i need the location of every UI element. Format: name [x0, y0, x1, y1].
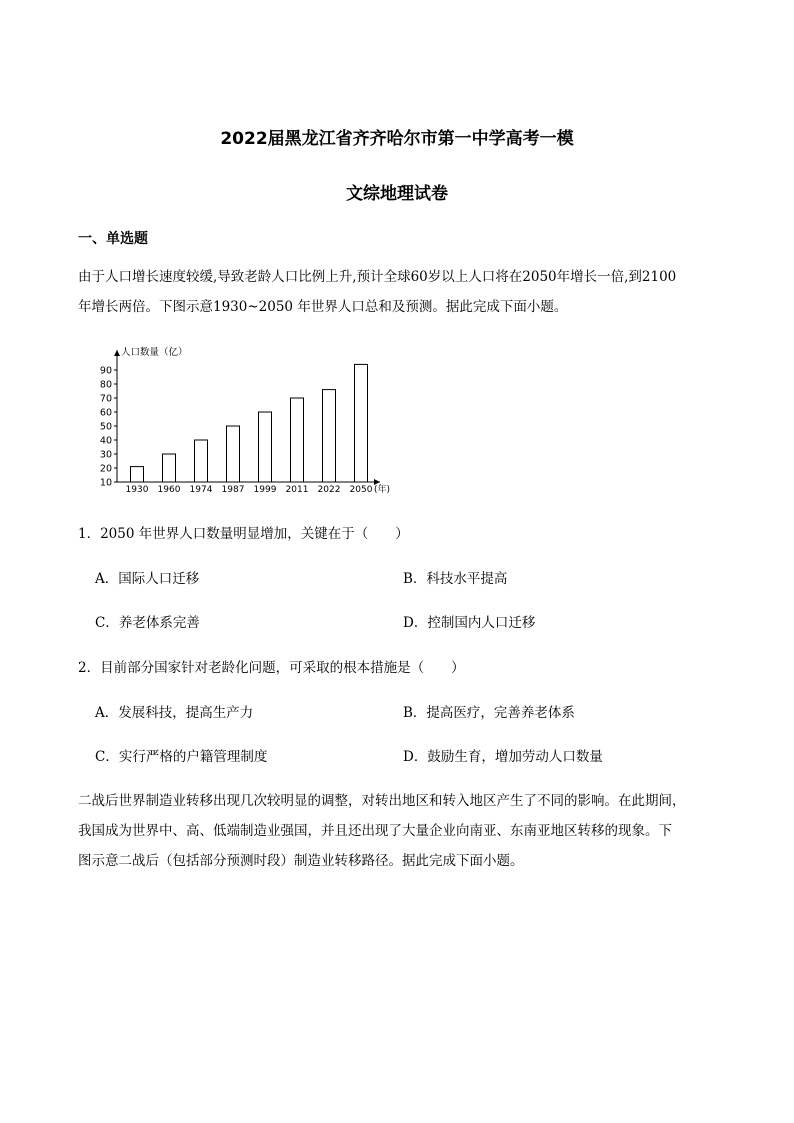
x-tick-label-2050: 2050 — [349, 485, 373, 495]
question-2-option-d[interactable]: D．鼓励生育，增加劳动人口数量 — [403, 749, 603, 765]
document-title-line2: 文综地理试卷 — [346, 184, 448, 204]
question-1-option-b[interactable]: B．科技水平提高 — [403, 571, 508, 587]
section-heading-single-choice: 一、单选题 — [78, 231, 148, 247]
question-1-option-d[interactable]: D．控制国内人口迁移 — [403, 615, 536, 631]
question-1-stem: 1．2050 年世界人口数量明显增加，关键在于（ ） — [78, 526, 409, 542]
y-axis-arrow — [114, 350, 120, 356]
x-tick-label-1930: 1930 — [125, 485, 149, 495]
bar-1999 — [259, 412, 272, 482]
y-tick-label: 60 — [99, 407, 112, 419]
question-1-option-c[interactable]: C．养老体系完善 — [95, 615, 200, 631]
bar-1987 — [227, 426, 240, 482]
y-tick-label: 10 — [99, 477, 112, 489]
x-tick-label-1974: 1974 — [189, 485, 213, 495]
y-tick-label: 40 — [99, 435, 112, 447]
bar-1974 — [195, 440, 208, 482]
passage2-line1: 二战后世界制造业转移出现几次较明显的调整，对转出地区和转入地区产生了不同的影响。在此期间， — [78, 793, 686, 809]
bar-1930 — [131, 467, 144, 482]
x-tick-label-2011: 2011 — [285, 485, 309, 495]
y-tick-label: 50 — [99, 421, 112, 433]
bar-2011 — [291, 398, 304, 482]
question-2-option-c[interactable]: C．实行严格的户籍管理制度 — [95, 749, 268, 765]
x-axis-title: (年) — [374, 485, 391, 495]
question-2-option-a[interactable]: A．发展科技，提高生产力 — [95, 705, 254, 721]
population-bar-chart — [90, 336, 400, 500]
bar-1960 — [163, 454, 176, 482]
question-2-stem: 2．目前部分国家针对老龄化问题，可采取的根本措施是（ ） — [78, 660, 465, 676]
y-axis-title: 人口数量（亿） — [121, 347, 188, 358]
y-tick-label: 30 — [99, 449, 112, 461]
x-tick-label-1999: 1999 — [253, 485, 277, 495]
intro-paragraph-line2: 年增长两倍。下图示意1930~2050 年世界人口总和及预测。据此完成下面小题。 — [78, 299, 568, 315]
y-tick-label: 80 — [99, 379, 112, 391]
passage2-line2: 我国成为世界中、高、低端制造业强国，并且还出现了大量企业向南亚、东南亚地区转移的现象。下 — [78, 823, 672, 839]
question-1-option-a[interactable]: A．国际人口迁移 — [95, 571, 200, 587]
intro-paragraph-line1: 由于人口增长速度较缓,导致老龄人口比例上升,预计全球60岁以上人口将在2050年增长一倍,到2100 — [78, 269, 677, 285]
y-tick-label: 90 — [99, 365, 112, 377]
document-title-line1: 2022届黑龙江省齐齐哈尔市第一中学高考一模 — [220, 129, 574, 149]
question-2-option-b[interactable]: B．提高医疗，完善养老体系 — [403, 705, 575, 721]
x-tick-label-2022: 2022 — [317, 485, 341, 495]
bar-2022 — [323, 390, 336, 482]
x-tick-label-1987: 1987 — [221, 485, 245, 495]
bar-2050 — [355, 364, 368, 482]
x-tick-label-1960: 1960 — [157, 485, 181, 495]
passage2-line3: 图示意二战后（包括部分预测时段）制造业转移路径。据此完成下面小题。 — [78, 853, 524, 869]
y-tick-label: 20 — [99, 463, 112, 475]
y-tick-label: 70 — [99, 393, 112, 405]
